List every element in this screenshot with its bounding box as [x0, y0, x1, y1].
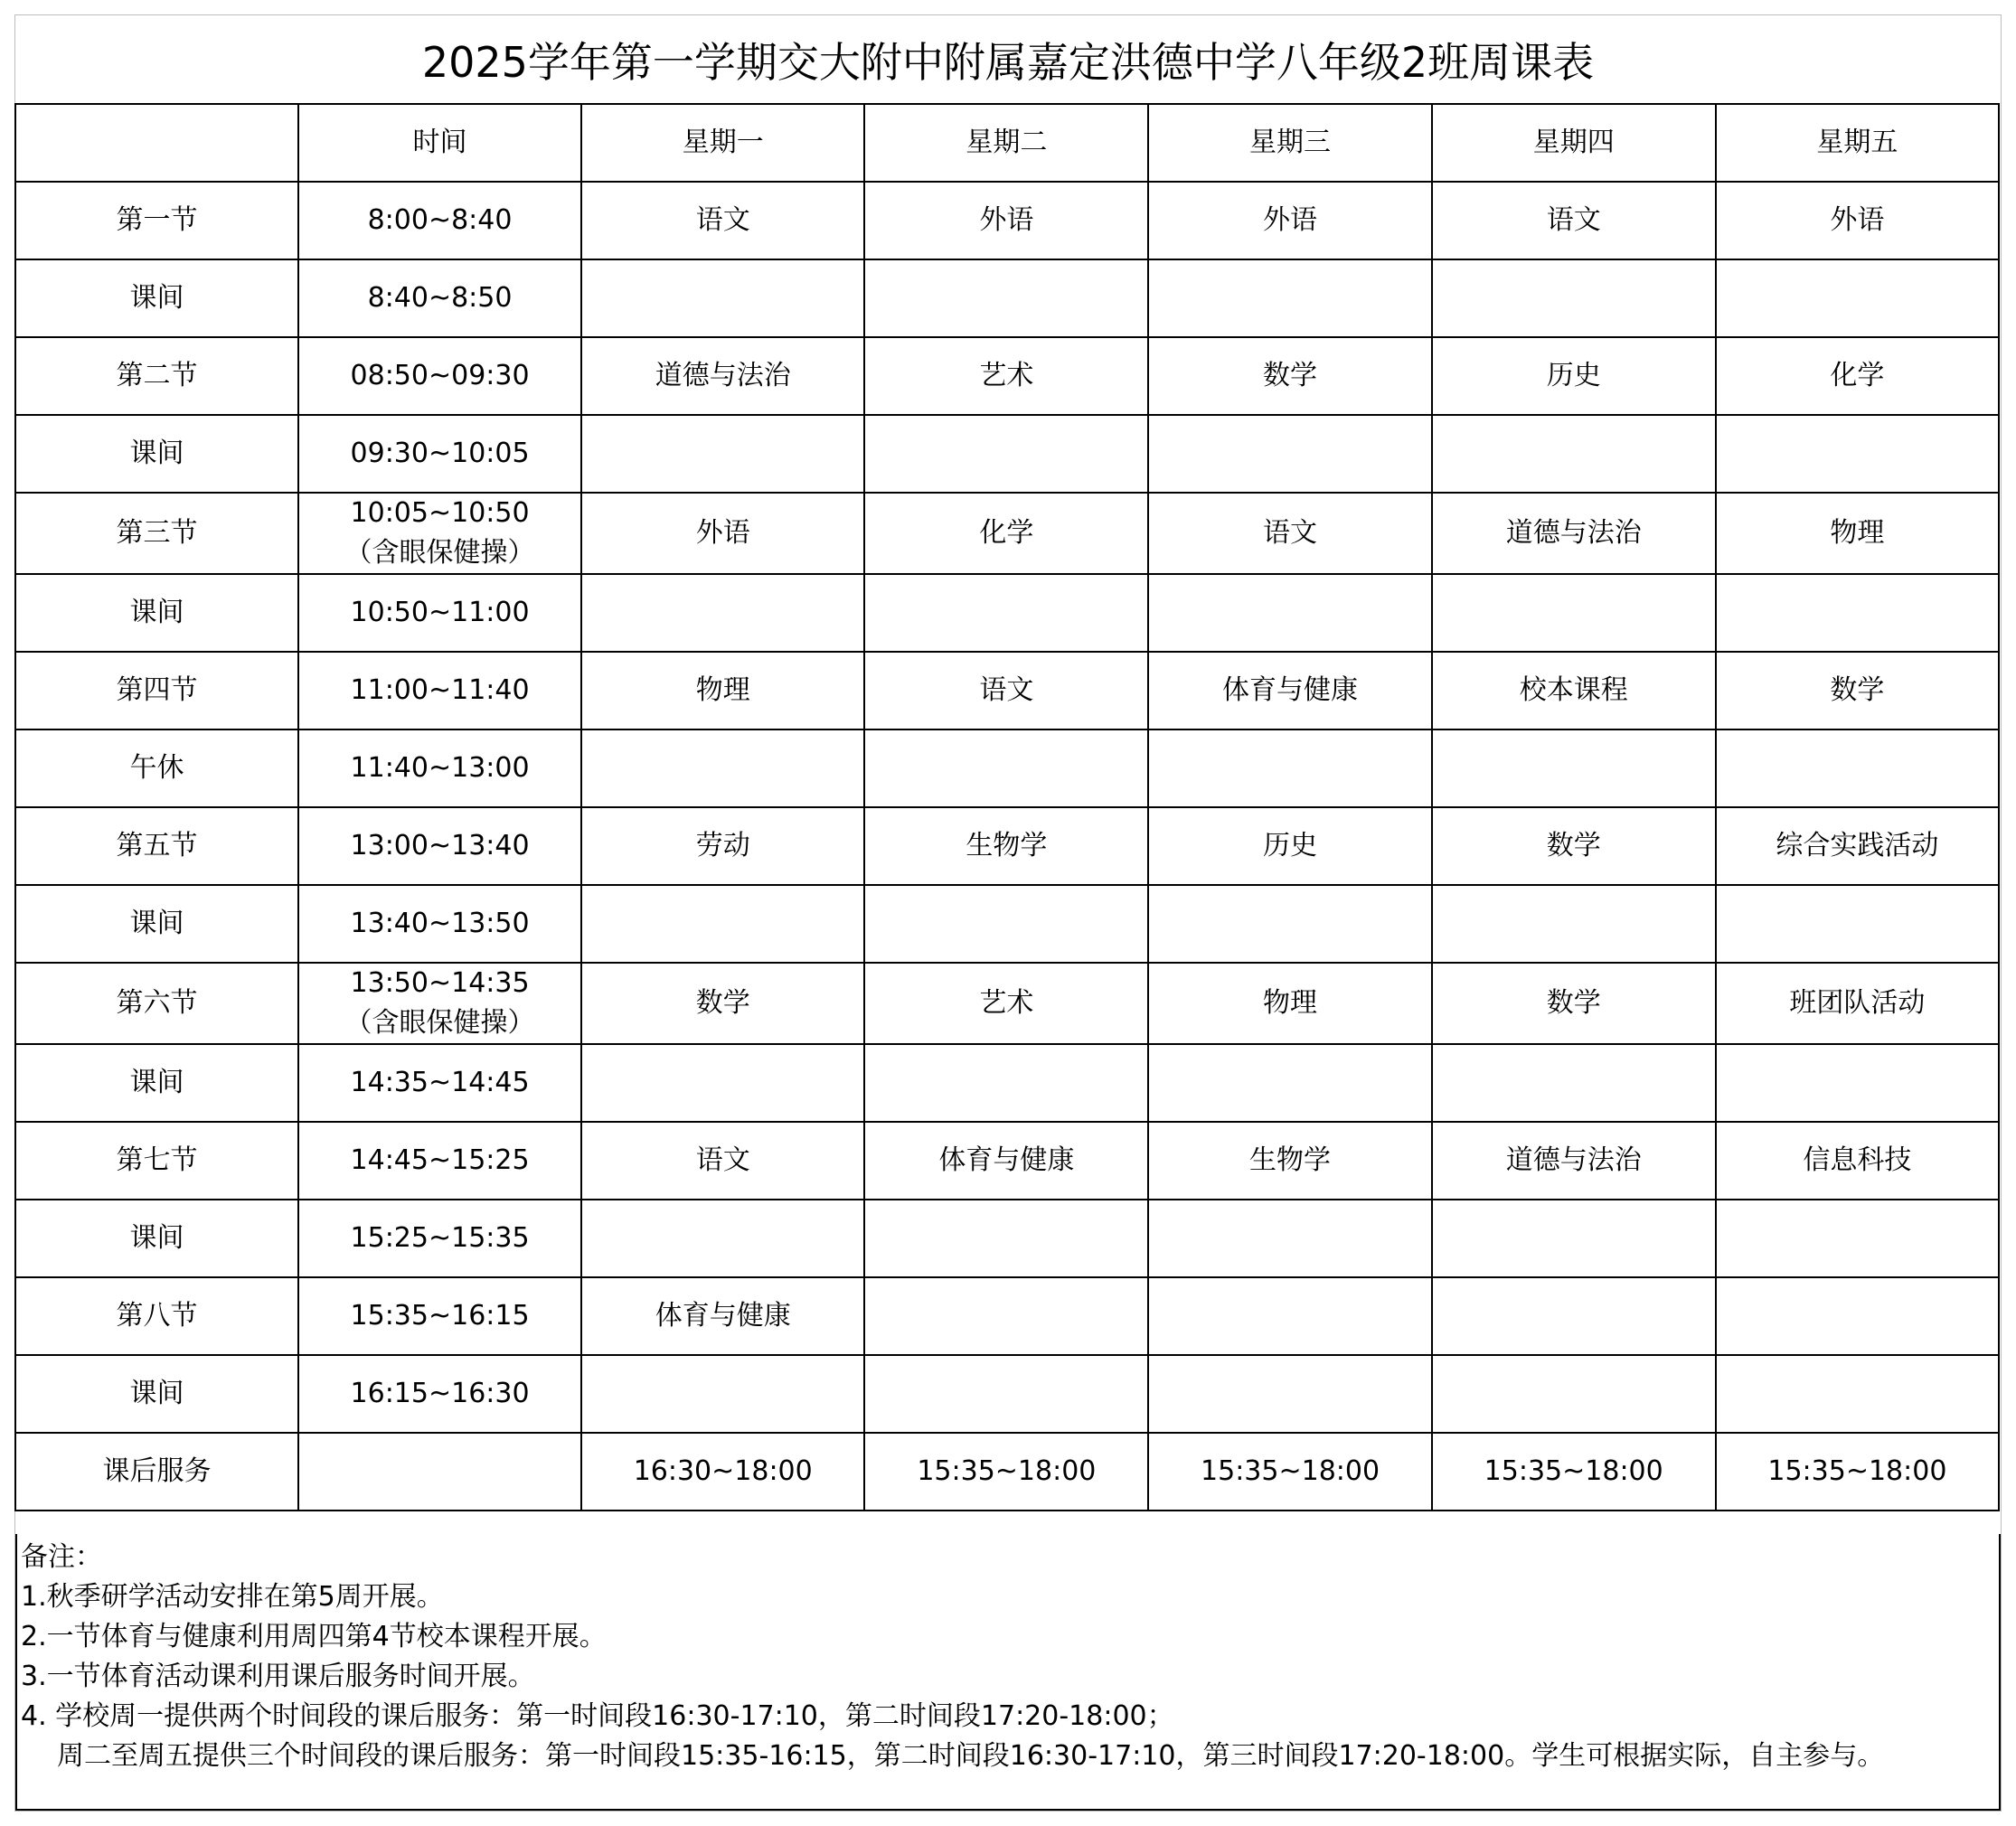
note-line-2: 2.一节体育与健康利用周四第4节校本课程开展。: [21, 1621, 607, 1652]
subject-cell: 生物学: [864, 807, 1148, 885]
notes-section: [15, 1534, 2001, 1811]
subject-cell: 艺术: [864, 963, 1148, 1044]
time-line: 8:00~8:40: [367, 204, 513, 236]
time-cell: [298, 652, 581, 729]
subject-cell: 数学: [1432, 963, 1716, 1044]
subject-cell: [1716, 259, 1999, 337]
table-row: [15, 415, 1999, 493]
table-row: [15, 574, 1999, 652]
subject-cell: 生物学: [1148, 1122, 1431, 1200]
time-line: 15:35~16:15: [350, 1300, 530, 1332]
header-row: [15, 104, 1999, 182]
time-line: 10:50~11:00: [350, 597, 530, 628]
subject-cell: [1716, 1200, 1999, 1277]
table-row: [15, 493, 1999, 574]
note-line-4-continued: 周二至周五提供三个时间段的课后服务：第一时间段15:35-16:15，第二时间段16:30-17:10，第三时间段17:20-18:00。学生可根据实际，自主参与。: [57, 1740, 1885, 1772]
subject-cell: 语文: [864, 652, 1148, 729]
time-line: （含眼保健操）: [344, 1007, 535, 1039]
subject-cell: 校本课程: [1432, 652, 1716, 729]
subject-cell: [864, 574, 1148, 652]
time-line: 14:45~15:25: [350, 1144, 530, 1176]
subject-cell: 班团队活动: [1716, 963, 1999, 1044]
schedule-table: [14, 103, 2000, 1511]
subject-cell: 物理: [581, 652, 864, 729]
subject-cell: [864, 885, 1148, 963]
subject-cell: 15:35~18:00: [864, 1433, 1148, 1511]
subject-cell: 信息科技: [1716, 1122, 1999, 1200]
subject-cell: [581, 574, 864, 652]
note-line-4: 4. 学校周一提供两个时间段的课后服务：第一时间段16:30-17:10，第二时间段17:20-18:00；: [21, 1700, 1174, 1732]
subject-cell: 综合实践活动: [1716, 807, 1999, 885]
period-label: 第八节: [15, 1277, 298, 1355]
time-cell: [298, 182, 581, 259]
table-row: [15, 963, 1999, 1044]
subject-cell: [1716, 1355, 1999, 1433]
table-row: [15, 729, 1999, 807]
subject-cell: 语文: [581, 1122, 864, 1200]
subject-cell: [1716, 1044, 1999, 1122]
table-row: [15, 1122, 1999, 1200]
subject-cell: [1716, 885, 1999, 963]
subject-cell: [1432, 885, 1716, 963]
time-line: （含眼保健操）: [344, 537, 535, 569]
time-line: 8:40~8:50: [367, 282, 513, 314]
subject-cell: [581, 415, 864, 493]
time-cell: [298, 963, 581, 1044]
table-row: [15, 182, 1999, 259]
header-cell: 星期三: [1148, 104, 1431, 182]
header-cell: 星期二: [864, 104, 1148, 182]
table-row: [15, 1200, 1999, 1277]
header-cell: 星期四: [1432, 104, 1716, 182]
subject-cell: 历史: [1432, 337, 1716, 415]
subject-cell: [1716, 729, 1999, 807]
subject-cell: [581, 1355, 864, 1433]
period-label: 第二节: [15, 337, 298, 415]
table-row: [15, 652, 1999, 729]
subject-cell: 语文: [1148, 493, 1431, 574]
subject-cell: [1432, 259, 1716, 337]
subject-cell: [1432, 1355, 1716, 1433]
period-label: 课间: [15, 1355, 298, 1433]
period-label: 课后服务: [15, 1433, 298, 1511]
period-label: 课间: [15, 574, 298, 652]
time-cell: [298, 1122, 581, 1200]
table-row: [15, 1044, 1999, 1122]
time-line: 15:25~15:35: [350, 1222, 530, 1254]
subject-cell: 16:30~18:00: [581, 1433, 864, 1511]
subject-cell: 数学: [1716, 652, 1999, 729]
period-label: 课间: [15, 885, 298, 963]
time-cell: [298, 729, 581, 807]
time-line: 11:00~11:40: [350, 674, 530, 706]
header-cell: 时间: [298, 104, 581, 182]
table-row: [15, 885, 1999, 963]
subject-cell: [1148, 885, 1431, 963]
subject-cell: 化学: [864, 493, 1148, 574]
subject-cell: [864, 259, 1148, 337]
subject-cell: 语文: [1432, 182, 1716, 259]
subject-cell: 15:35~18:00: [1148, 1433, 1431, 1511]
period-label: 课间: [15, 415, 298, 493]
time-line: 13:50~14:35: [350, 967, 530, 999]
table-row: [15, 259, 1999, 337]
subject-cell: 外语: [581, 493, 864, 574]
subject-cell: [1432, 1200, 1716, 1277]
subject-cell: [1148, 415, 1431, 493]
subject-cell: [1148, 1044, 1431, 1122]
subject-cell: [1148, 729, 1431, 807]
time-cell: [298, 1433, 581, 1511]
table-row: [15, 1433, 1999, 1511]
time-line: 09:30~10:05: [350, 438, 530, 469]
subject-cell: 物理: [1716, 493, 1999, 574]
time-line: 11:40~13:00: [350, 752, 530, 784]
table-row: [15, 337, 1999, 415]
subject-cell: 体育与健康: [864, 1122, 1148, 1200]
subject-cell: [864, 1277, 1148, 1355]
subject-cell: [1716, 1277, 1999, 1355]
subject-cell: [1148, 259, 1431, 337]
subject-cell: [1432, 729, 1716, 807]
subject-cell: 历史: [1148, 807, 1431, 885]
subject-cell: 体育与健康: [1148, 652, 1431, 729]
subject-cell: 物理: [1148, 963, 1431, 1044]
subject-cell: 艺术: [864, 337, 1148, 415]
subject-cell: [1148, 574, 1431, 652]
subject-cell: 劳动: [581, 807, 864, 885]
subject-cell: [864, 1200, 1148, 1277]
notes-heading: 备注：: [21, 1541, 102, 1573]
subject-cell: [864, 729, 1148, 807]
period-label: 第四节: [15, 652, 298, 729]
subject-cell: [581, 259, 864, 337]
subject-cell: [581, 729, 864, 807]
period-label: 第七节: [15, 1122, 298, 1200]
subject-cell: 15:35~18:00: [1432, 1433, 1716, 1511]
header-cell: 星期一: [581, 104, 864, 182]
subject-cell: [1432, 1277, 1716, 1355]
note-line-3: 3.一节体育活动课利用课后服务时间开展。: [21, 1661, 535, 1692]
time-cell: [298, 259, 581, 337]
subject-cell: [1716, 415, 1999, 493]
time-line: 13:00~13:40: [350, 830, 530, 861]
time-line: 10:05~10:50: [350, 497, 530, 529]
period-label: 课间: [15, 1200, 298, 1277]
subject-cell: [581, 1044, 864, 1122]
table-row: [15, 1277, 1999, 1355]
subject-cell: [581, 1200, 864, 1277]
time-cell: [298, 574, 581, 652]
subject-cell: [1432, 1044, 1716, 1122]
subject-cell: 数学: [1148, 337, 1431, 415]
period-label: 第一节: [15, 182, 298, 259]
subject-cell: [1148, 1200, 1431, 1277]
subject-cell: 语文: [581, 182, 864, 259]
subject-cell: [1148, 1277, 1431, 1355]
page-title: 2025学年第一学期交大附中附属嘉定洪德中学八年级2班周课表: [421, 37, 1595, 87]
subject-cell: 道德与法治: [581, 337, 864, 415]
subject-cell: 15:35~18:00: [1716, 1433, 1999, 1511]
subject-cell: 数学: [1432, 807, 1716, 885]
subject-cell: [581, 885, 864, 963]
subject-cell: [864, 1044, 1148, 1122]
time-cell: [298, 493, 581, 574]
subject-cell: [1432, 574, 1716, 652]
time-cell: [298, 337, 581, 415]
subject-cell: 道德与法治: [1432, 1122, 1716, 1200]
time-cell: [298, 1200, 581, 1277]
subject-cell: 道德与法治: [1432, 493, 1716, 574]
time-cell: [298, 885, 581, 963]
subject-cell: 外语: [864, 182, 1148, 259]
subject-cell: [1716, 574, 1999, 652]
subject-cell: 化学: [1716, 337, 1999, 415]
period-label: 课间: [15, 259, 298, 337]
time-cell: [298, 1277, 581, 1355]
time-line: 13:40~13:50: [350, 908, 530, 939]
time-cell: [298, 1355, 581, 1433]
note-line-1: 1.秋季研学活动安排在第5周开展。: [21, 1581, 444, 1613]
timetable-sheet: [14, 14, 2002, 1812]
subject-cell: 外语: [1716, 182, 1999, 259]
subject-cell: [864, 1355, 1148, 1433]
time-line: 08:50~09:30: [350, 360, 530, 391]
header-cell: [15, 104, 298, 182]
period-label: 午休: [15, 729, 298, 807]
subject-cell: 数学: [581, 963, 864, 1044]
time-line: 14:35~14:45: [350, 1067, 530, 1098]
time-cell: [298, 415, 581, 493]
time-cell: [298, 807, 581, 885]
time-cell: [298, 1044, 581, 1122]
header-cell: 星期五: [1716, 104, 1999, 182]
table-row: [15, 807, 1999, 885]
subject-cell: 体育与健康: [581, 1277, 864, 1355]
subject-cell: [1432, 415, 1716, 493]
period-label: 第六节: [15, 963, 298, 1044]
period-label: 第三节: [15, 493, 298, 574]
subject-cell: [1148, 1355, 1431, 1433]
period-label: 课间: [15, 1044, 298, 1122]
period-label: 第五节: [15, 807, 298, 885]
time-line: 16:15~16:30: [350, 1378, 530, 1409]
table-row: [15, 1355, 1999, 1433]
subject-cell: [864, 415, 1148, 493]
subject-cell: 外语: [1148, 182, 1431, 259]
